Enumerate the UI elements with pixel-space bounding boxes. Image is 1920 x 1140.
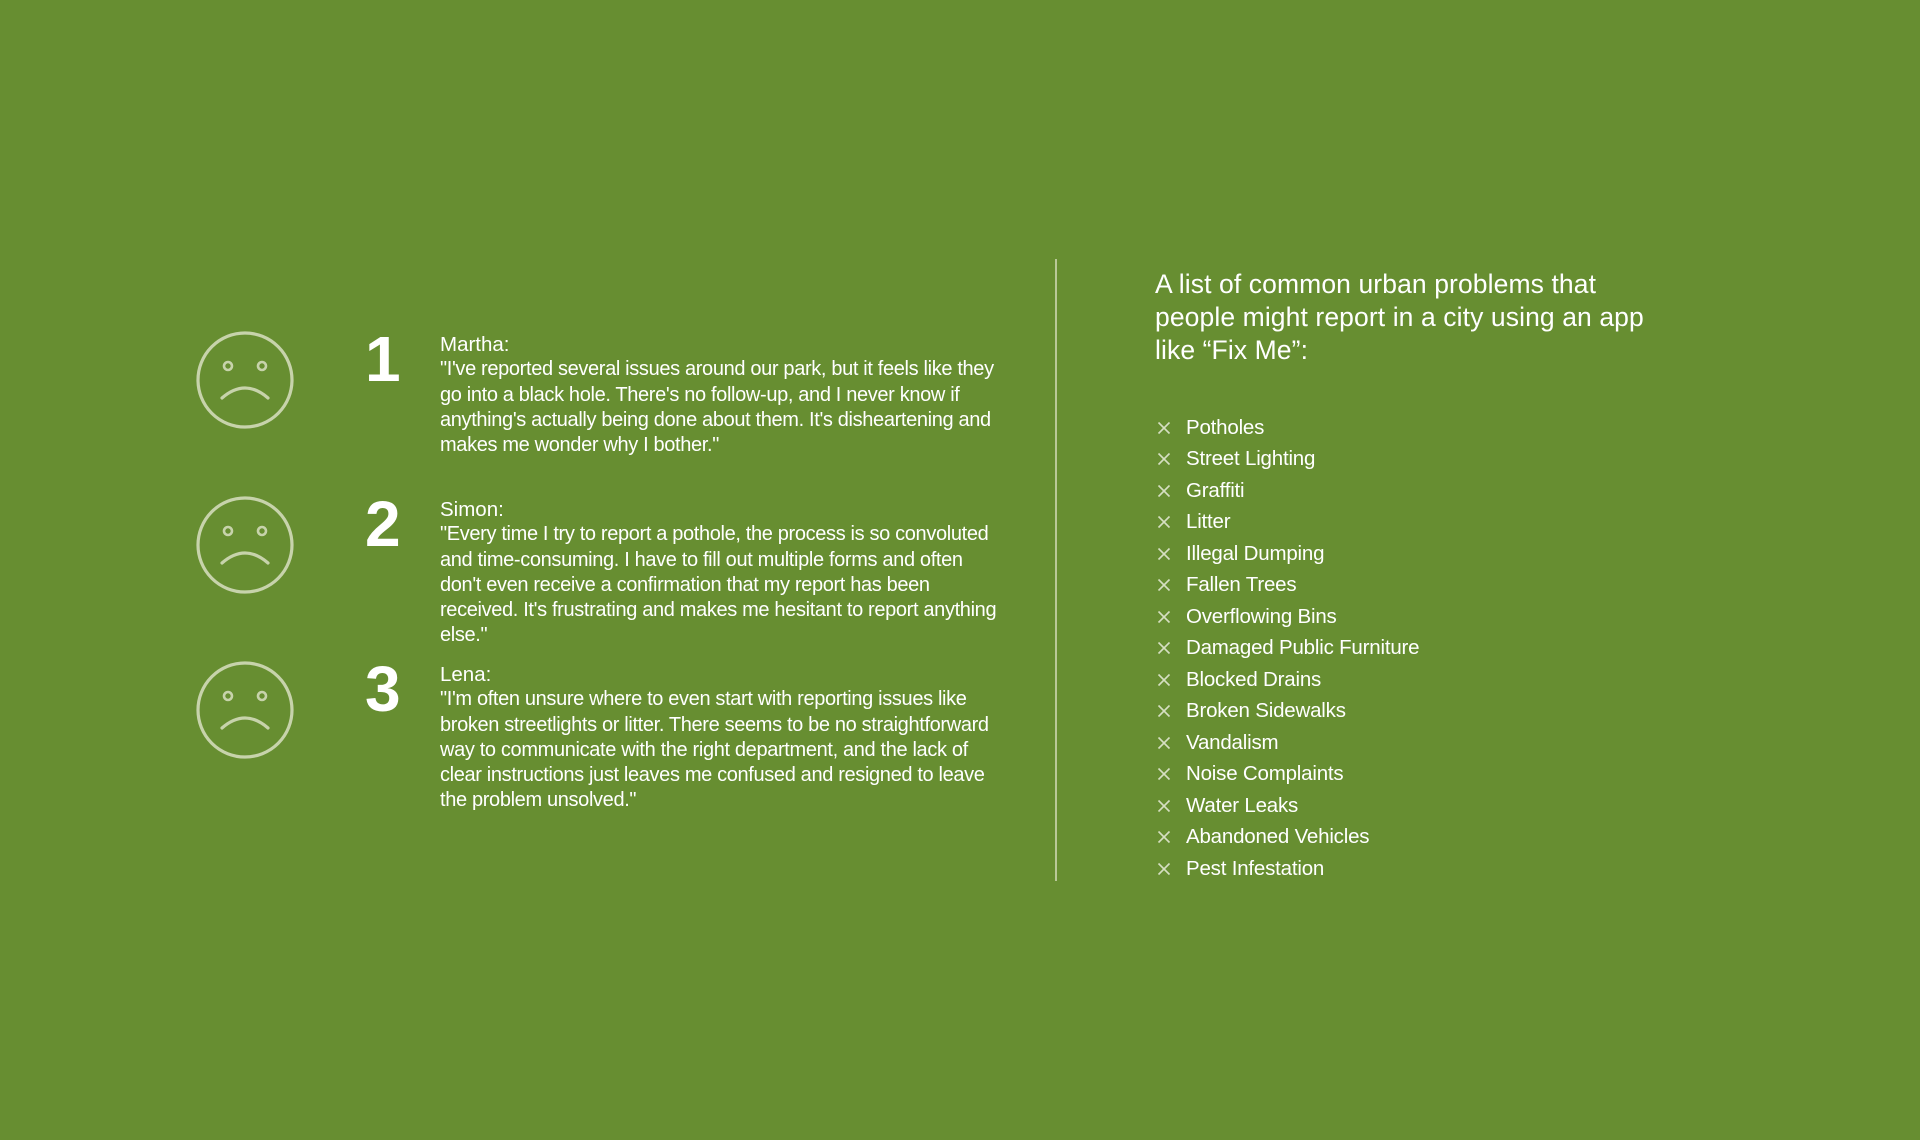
list-item-label: Noise Complaints [1186,762,1344,786]
list-item [1155,727,1675,759]
x-icon [1157,767,1171,781]
list-item-label: Street Lighting [1186,447,1316,471]
x-icon [1157,452,1171,466]
persona-name: Simon: [440,498,504,521]
x-icon [1157,830,1171,844]
list-item-label: Graffiti [1186,478,1245,502]
list-item [1155,475,1675,507]
persona-lena [195,653,995,830]
list-item [1155,601,1675,633]
list-item-label: Fallen Trees [1186,573,1297,597]
column-divider [1055,259,1057,881]
list-item-label: Broken Sidewalks [1186,699,1346,723]
sad-face-icon [195,660,295,760]
list-item-label: Potholes [1186,415,1265,439]
x-icon [1157,862,1171,876]
persona-number: 3 [365,653,401,725]
list-item [1155,570,1675,602]
x-icon [1157,610,1171,624]
persona-testimonial [440,662,1000,814]
x-icon [1157,421,1171,435]
urban-problems-section [1155,268,1675,885]
x-icon [1157,736,1171,750]
x-icon [1157,799,1171,813]
x-icon [1157,641,1171,655]
persona-number: 2 [365,488,401,560]
list-item [1155,822,1675,854]
persona-quote: "Every time I try to report a pothole, the process is so convoluted and time-consuming. I have to fill out multiple forms and often don't even receive a confirmation that my report has been received. It's frustrating and makes me hesitant to report anything else." [440,523,997,647]
list-item-label: Illegal Dumping [1186,541,1325,565]
x-icon [1157,484,1171,498]
list-item-label: Damaged Public Furniture [1186,636,1420,660]
list-item-label: Blocked Drains [1186,667,1322,691]
list-item [1155,664,1675,696]
x-icon [1157,578,1171,592]
list-item [1155,759,1675,791]
persona-quote: "I'm often unsure where to even start with reporting issues like broken streetlights or litter. There seems to be no straightforward way to communicate with the right department, and the lack of clear instructions just leaves me confused and resigned to leave the problem unsolved." [440,688,989,812]
list-item [1155,790,1675,822]
persona-number: 1 [365,323,401,395]
list-item [1155,633,1675,665]
persona-quote: "I've reported several issues around our park, but it feels like they go into a black hole. There's no follow-up, and I never know if anything's actually being done about them. It's disheartening and makes me wonder why I bother." [440,358,994,457]
urban-problems-heading: A list of common urban problems that people might report in a city using an app like “Fix Me”: [1155,269,1644,365]
persona-martha [195,323,995,500]
sad-face-icon [195,330,295,430]
persona-testimonial [440,497,1000,649]
list-item-label: Vandalism [1186,730,1279,754]
list-item [1155,444,1675,476]
x-icon [1157,704,1171,718]
list-item [1155,696,1675,728]
x-icon [1157,515,1171,529]
list-item-label: Litter [1186,510,1231,534]
persona-testimonial [440,332,1000,458]
x-icon [1157,673,1171,687]
list-item [1155,507,1675,539]
list-item [1155,538,1675,570]
sad-face-icon [195,495,295,595]
persona-name: Lena: [440,663,492,686]
list-item-label: Abandoned Vehicles [1186,825,1370,849]
list-item [1155,412,1675,444]
list-item [1155,853,1675,885]
list-item-label: Pest Infestation [1186,856,1325,880]
persona-simon [195,488,997,665]
urban-problems-list [1155,412,1675,885]
persona-name: Martha: [440,333,510,356]
list-item-label: Water Leaks [1186,793,1299,817]
x-icon [1157,547,1171,561]
list-item-label: Overflowing Bins [1186,604,1337,628]
